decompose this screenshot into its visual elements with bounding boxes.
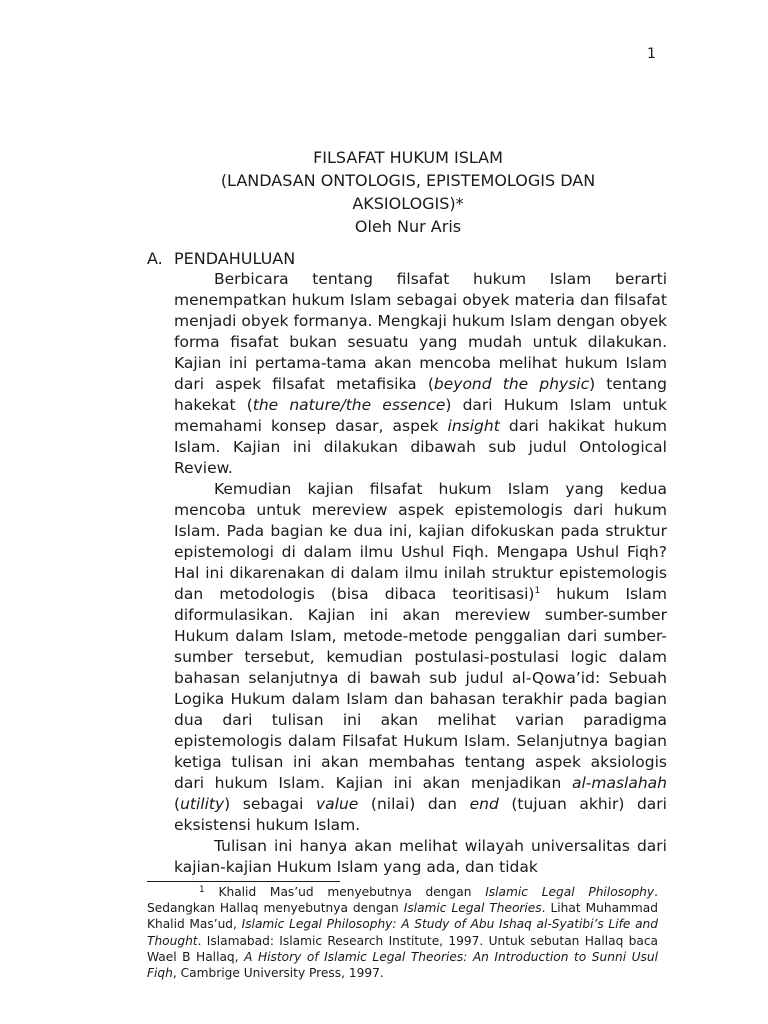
- italic-term: A History of Islamic Legal Theories: An Introduction to Sunni Usul Fiqh: [147, 949, 659, 981]
- text-run: Berbicara tentang filsafat hukum Islam berarti menempatkan hukum Islam sebagai obyek materia dan filsafat menjadi obyek formanya. Mengkaji hukum Islam dengan obyek forma fisafat bukan sesuatu yang mudah untuk dilakukan. Kajian ini pertama-tama akan mencoba melihat hukum Islam dari aspek filsafat metafisika (: [174, 270, 667, 393]
- italic-term: end: [469, 795, 499, 813]
- italic-term: beyond the physic: [433, 375, 590, 393]
- paragraph-2: [174, 479, 667, 836]
- italic-term: the nature/the essence: [252, 396, 446, 414]
- text-run: . Lihat Muhammad Khalid Mas’ud,: [147, 901, 658, 932]
- section-number: A.: [147, 249, 163, 268]
- italic-term: insight: [447, 417, 500, 435]
- footnote-1: [147, 884, 658, 981]
- text-run: (nilai) dan: [358, 795, 470, 813]
- italic-term: al-maslahah: [571, 774, 667, 792]
- italic-term: Islamic Legal Philosophy: [485, 885, 655, 899]
- section-body: [147, 269, 667, 878]
- text-run: Khalid Mas’ud menyebutnya dengan: [204, 885, 486, 899]
- section-heading: [147, 248, 667, 269]
- text-run: hukum Islam diformulasikan. Kajian ini akan mereview sumber-sumber Hukum dalam Islam, metode-metode penggalian dari sumber-sumber tersebut, kemudian postulasi-postulasi logic dalam bahasan selanjutnya di bawah sub judul al-Qowa’id: Sebuah Logika Hukum dalam Islam dan bahasan terakhir pada bagian dua dari tulisan ini akan melihat varian paradigma epistemologis dalam Filsafat Hukum Islam. Selanjutnya bagian ketiga tulisan ini akan membahas tentang aspek aksiologis dari hukum Islam. Kajian ini akan menjadikan: [174, 585, 667, 792]
- title-line-1: FILSAFAT HUKUM ISLAM: [313, 148, 503, 167]
- author-line: Oleh Nur Aris: [354, 217, 462, 236]
- text-run: , Cambrige University Press, 1997.: [172, 966, 384, 981]
- title-line-3: AKSIOLOGIS)*: [352, 194, 464, 213]
- text-run: ) tentang hakekat (: [174, 375, 667, 414]
- italic-term: utility: [180, 795, 225, 813]
- text-run: dari hakikat hukum Islam. Kajian ini dilakukan dibawah sub judul Ontological Review.: [174, 417, 667, 477]
- text-run: . Islamabad: Islamic Research Institute, 1997. Untuk sebutan Hallaq baca Wael B Hallaq,: [147, 933, 658, 964]
- paragraph-1: [174, 269, 667, 479]
- text-run: (tujuan akhir) dari eksistensi hukum Islam.: [174, 795, 667, 834]
- text-run: Tulisan ini hanya akan melihat wilayah universalitas dari kajian-kajian Hukum Islam yang ada, dan tidak: [174, 837, 667, 876]
- italic-term: Islamic Legal Theories: [403, 901, 542, 916]
- footnote-separator: [147, 881, 340, 882]
- text-run: . Sedangkan Hallaq menyebutnya dengan: [147, 885, 658, 916]
- text-run: (: [174, 795, 181, 813]
- italic-term: value: [315, 795, 359, 813]
- italic-term: Islamic Legal Philosophy: A Study of Abu Ishaq al-Syatibi’s Life and Thought: [147, 917, 659, 948]
- text-run: Kemudian kajian filsafat hukum Islam yang kedua mencoba untuk mereview aspek epistemologis dari hukum Islam. Pada bagian ke dua ini, kajian difokuskan pada struktur epistemologi di dalam ilmu Ushul Fiqh. Mengapa Ushul Fiqh? Hal ini dikarenakan di dalam ilmu inilah struktur epistemologis dan metodologis (bisa dibaca teoritisasi): [174, 480, 667, 603]
- text-run: ) dari Hukum Islam untuk memahami konsep dasar, aspek: [174, 396, 668, 435]
- title-line-2: (LANDASAN ONTOLOGIS, EPISTEMOLOGIS DAN: [220, 171, 596, 190]
- page-number: 1: [647, 46, 656, 62]
- text-run: ) sebagai: [224, 795, 316, 813]
- section-pendahuluan: [147, 248, 667, 878]
- paragraph-3: [174, 836, 667, 878]
- footnote-reference[interactable]: 1: [534, 586, 541, 596]
- footnote-mark: 1: [199, 885, 205, 895]
- document-title-block: [146, 146, 670, 238]
- section-title: PENDAHULUAN: [174, 249, 296, 268]
